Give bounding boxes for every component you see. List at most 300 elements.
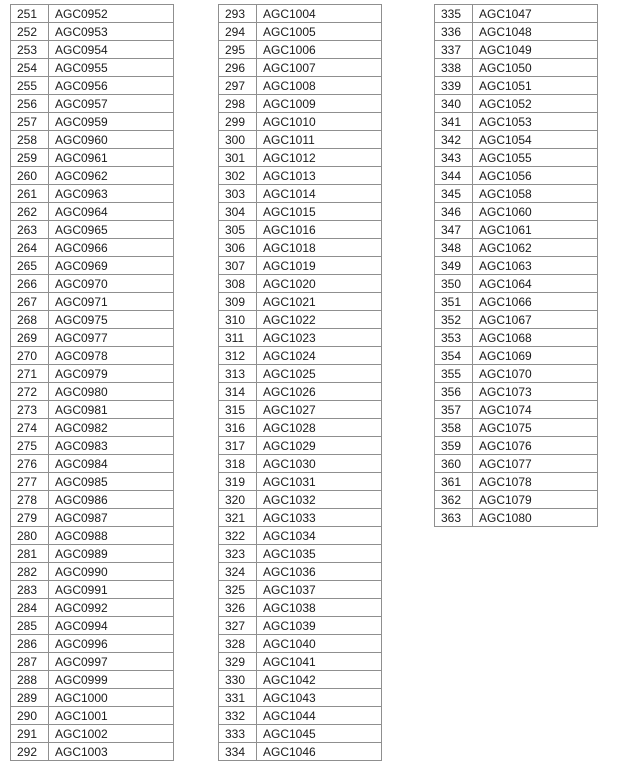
row-number-cell: 362 — [435, 491, 473, 509]
table-row — [435, 95, 598, 113]
table-row — [435, 5, 598, 23]
row-number-cell: 289 — [11, 689, 49, 707]
row-number-cell: 318 — [219, 455, 257, 473]
code-cell: AGC1052 — [473, 95, 598, 113]
code-cell: AGC1040 — [257, 635, 382, 653]
row-number-cell: 309 — [219, 293, 257, 311]
code-cell: AGC1045 — [257, 725, 382, 743]
table-row — [435, 437, 598, 455]
code-cell: AGC0994 — [49, 617, 174, 635]
row-number-cell: 349 — [435, 257, 473, 275]
row-number-cell: 296 — [219, 59, 257, 77]
table-row — [435, 149, 598, 167]
table-row — [219, 707, 382, 725]
code-cell: AGC0997 — [49, 653, 174, 671]
row-number-cell: 276 — [11, 455, 49, 473]
row-number-cell: 305 — [219, 221, 257, 239]
table-row — [219, 509, 382, 527]
table-row — [11, 491, 174, 509]
table-row — [11, 671, 174, 689]
code-cell: AGC0988 — [49, 527, 174, 545]
row-number-cell: 308 — [219, 275, 257, 293]
table-row — [11, 347, 174, 365]
code-cell: AGC1073 — [473, 383, 598, 401]
code-cell: AGC0983 — [49, 437, 174, 455]
table-row — [219, 545, 382, 563]
code-cell: AGC1067 — [473, 311, 598, 329]
code-cell: AGC0966 — [49, 239, 174, 257]
row-number-cell: 316 — [219, 419, 257, 437]
table-row — [219, 113, 382, 131]
row-number-cell: 287 — [11, 653, 49, 671]
code-cell: AGC1008 — [257, 77, 382, 95]
row-number-cell: 285 — [11, 617, 49, 635]
table-row — [435, 23, 598, 41]
table-row — [435, 185, 598, 203]
code-cell: AGC1063 — [473, 257, 598, 275]
code-cell: AGC1041 — [257, 653, 382, 671]
table-row — [219, 257, 382, 275]
row-number-cell: 293 — [219, 5, 257, 23]
table-row — [219, 689, 382, 707]
code-cell: AGC1068 — [473, 329, 598, 347]
table-row — [219, 401, 382, 419]
table-row — [11, 95, 174, 113]
row-number-cell: 319 — [219, 473, 257, 491]
row-number-cell: 334 — [219, 743, 257, 761]
code-cell: AGC1061 — [473, 221, 598, 239]
code-cell: AGC1012 — [257, 149, 382, 167]
row-number-cell: 258 — [11, 131, 49, 149]
row-number-cell: 359 — [435, 437, 473, 455]
code-cell: AGC1036 — [257, 563, 382, 581]
row-number-cell: 335 — [435, 5, 473, 23]
row-number-cell: 344 — [435, 167, 473, 185]
code-cell: AGC1056 — [473, 167, 598, 185]
table-row — [219, 77, 382, 95]
row-number-cell: 314 — [219, 383, 257, 401]
code-cell: AGC1013 — [257, 167, 382, 185]
table-row — [11, 509, 174, 527]
table-row — [435, 275, 598, 293]
table-row — [11, 221, 174, 239]
code-cell: AGC1007 — [257, 59, 382, 77]
code-cell: AGC1006 — [257, 41, 382, 59]
row-number-cell: 311 — [219, 329, 257, 347]
table-row — [11, 329, 174, 347]
code-cell: AGC0999 — [49, 671, 174, 689]
code-cell: AGC1044 — [257, 707, 382, 725]
row-number-cell: 345 — [435, 185, 473, 203]
row-number-cell: 321 — [219, 509, 257, 527]
code-cell: AGC1080 — [473, 509, 598, 527]
row-number-cell: 283 — [11, 581, 49, 599]
table-row — [11, 725, 174, 743]
row-number-cell: 275 — [11, 437, 49, 455]
table-row — [11, 617, 174, 635]
row-number-cell: 340 — [435, 95, 473, 113]
table-row — [11, 581, 174, 599]
table-row — [435, 365, 598, 383]
code-cell: AGC1043 — [257, 689, 382, 707]
code-cell: AGC1051 — [473, 77, 598, 95]
table-row — [11, 149, 174, 167]
code-cell: AGC1048 — [473, 23, 598, 41]
code-cell: AGC1049 — [473, 41, 598, 59]
code-cell: AGC0986 — [49, 491, 174, 509]
code-cell: AGC1078 — [473, 473, 598, 491]
code-cell: AGC1030 — [257, 455, 382, 473]
row-number-cell: 272 — [11, 383, 49, 401]
code-cell: AGC0971 — [49, 293, 174, 311]
code-cell: AGC1004 — [257, 5, 382, 23]
row-number-cell: 284 — [11, 599, 49, 617]
table-row — [11, 545, 174, 563]
table-row — [11, 275, 174, 293]
row-number-cell: 273 — [11, 401, 49, 419]
table-row — [219, 383, 382, 401]
code-cell: AGC1038 — [257, 599, 382, 617]
table-row — [435, 41, 598, 59]
row-number-cell: 251 — [11, 5, 49, 23]
table-row — [219, 329, 382, 347]
row-number-cell: 263 — [11, 221, 49, 239]
row-number-cell: 307 — [219, 257, 257, 275]
table-row — [435, 401, 598, 419]
table-row — [11, 383, 174, 401]
code-cell: AGC1076 — [473, 437, 598, 455]
table-row — [435, 311, 598, 329]
table-row — [435, 113, 598, 131]
row-number-cell: 354 — [435, 347, 473, 365]
row-number-cell: 331 — [219, 689, 257, 707]
row-number-cell: 264 — [11, 239, 49, 257]
row-number-cell: 338 — [435, 59, 473, 77]
row-number-cell: 352 — [435, 311, 473, 329]
row-number-cell: 358 — [435, 419, 473, 437]
code-cell: AGC1070 — [473, 365, 598, 383]
table-row — [219, 671, 382, 689]
row-number-cell: 282 — [11, 563, 49, 581]
table-row — [435, 419, 598, 437]
code-cell: AGC1024 — [257, 347, 382, 365]
code-table-2 — [218, 4, 382, 761]
code-cell: AGC1077 — [473, 455, 598, 473]
code-cell: AGC0965 — [49, 221, 174, 239]
row-number-cell: 268 — [11, 311, 49, 329]
code-cell: AGC1053 — [473, 113, 598, 131]
row-number-cell: 294 — [219, 23, 257, 41]
code-cell: AGC1023 — [257, 329, 382, 347]
table-row — [11, 23, 174, 41]
code-cell: AGC1039 — [257, 617, 382, 635]
table-row — [11, 203, 174, 221]
code-cell: AGC0969 — [49, 257, 174, 275]
code-cell: AGC1047 — [473, 5, 598, 23]
code-cell: AGC1054 — [473, 131, 598, 149]
table-row — [219, 293, 382, 311]
row-number-cell: 253 — [11, 41, 49, 59]
code-cell: AGC1037 — [257, 581, 382, 599]
code-cell: AGC1055 — [473, 149, 598, 167]
row-number-cell: 337 — [435, 41, 473, 59]
table-row — [219, 563, 382, 581]
table-row — [11, 527, 174, 545]
row-number-cell: 274 — [11, 419, 49, 437]
table-row — [219, 617, 382, 635]
code-cell: AGC1021 — [257, 293, 382, 311]
table-row — [219, 599, 382, 617]
code-cell: AGC1010 — [257, 113, 382, 131]
code-cell: AGC1032 — [257, 491, 382, 509]
table-row — [219, 491, 382, 509]
code-cell: AGC1042 — [257, 671, 382, 689]
row-number-cell: 269 — [11, 329, 49, 347]
row-number-cell: 286 — [11, 635, 49, 653]
table-row — [435, 329, 598, 347]
code-cell: AGC1074 — [473, 401, 598, 419]
table-row — [11, 743, 174, 761]
row-number-cell: 300 — [219, 131, 257, 149]
code-cell: AGC1022 — [257, 311, 382, 329]
row-number-cell: 330 — [219, 671, 257, 689]
code-cell: AGC1064 — [473, 275, 598, 293]
table-row — [219, 23, 382, 41]
table-row — [219, 581, 382, 599]
table-row — [11, 473, 174, 491]
code-cell: AGC0987 — [49, 509, 174, 527]
row-number-cell: 270 — [11, 347, 49, 365]
code-cell: AGC0957 — [49, 95, 174, 113]
row-number-cell: 312 — [219, 347, 257, 365]
code-cell: AGC1014 — [257, 185, 382, 203]
code-cell: AGC0953 — [49, 23, 174, 41]
table-row — [11, 689, 174, 707]
row-number-cell: 351 — [435, 293, 473, 311]
code-cell: AGC0981 — [49, 401, 174, 419]
table-row — [219, 365, 382, 383]
table-row — [219, 473, 382, 491]
code-cell: AGC0979 — [49, 365, 174, 383]
code-cell: AGC0978 — [49, 347, 174, 365]
code-cell: AGC0990 — [49, 563, 174, 581]
row-number-cell: 356 — [435, 383, 473, 401]
table-row — [11, 257, 174, 275]
code-cell: AGC0984 — [49, 455, 174, 473]
code-cell: AGC0992 — [49, 599, 174, 617]
code-cell: AGC1069 — [473, 347, 598, 365]
code-cell: AGC0954 — [49, 41, 174, 59]
row-number-cell: 317 — [219, 437, 257, 455]
table-row — [11, 455, 174, 473]
row-number-cell: 346 — [435, 203, 473, 221]
table-row — [11, 365, 174, 383]
row-number-cell: 348 — [435, 239, 473, 257]
row-number-cell: 252 — [11, 23, 49, 41]
code-cell: AGC0985 — [49, 473, 174, 491]
table-row — [11, 401, 174, 419]
code-cell: AGC1001 — [49, 707, 174, 725]
row-number-cell: 323 — [219, 545, 257, 563]
code-cell: AGC1031 — [257, 473, 382, 491]
table-row — [435, 473, 598, 491]
code-cell: AGC1060 — [473, 203, 598, 221]
table-row — [435, 383, 598, 401]
code-cell: AGC0961 — [49, 149, 174, 167]
row-number-cell: 332 — [219, 707, 257, 725]
row-number-cell: 288 — [11, 671, 49, 689]
code-cell: AGC1066 — [473, 293, 598, 311]
row-number-cell: 261 — [11, 185, 49, 203]
row-number-cell: 353 — [435, 329, 473, 347]
code-cell: AGC1062 — [473, 239, 598, 257]
code-cell: AGC0989 — [49, 545, 174, 563]
code-cell: AGC1026 — [257, 383, 382, 401]
table-row — [11, 311, 174, 329]
row-number-cell: 291 — [11, 725, 49, 743]
row-number-cell: 347 — [435, 221, 473, 239]
table-row — [11, 77, 174, 95]
code-cell: AGC1027 — [257, 401, 382, 419]
row-number-cell: 357 — [435, 401, 473, 419]
code-cell: AGC1079 — [473, 491, 598, 509]
code-cell: AGC0970 — [49, 275, 174, 293]
code-cell: AGC1000 — [49, 689, 174, 707]
row-number-cell: 277 — [11, 473, 49, 491]
row-number-cell: 271 — [11, 365, 49, 383]
row-number-cell: 350 — [435, 275, 473, 293]
table-row — [219, 743, 382, 761]
row-number-cell: 266 — [11, 275, 49, 293]
row-number-cell: 324 — [219, 563, 257, 581]
code-cell: AGC1020 — [257, 275, 382, 293]
code-cell: AGC0955 — [49, 59, 174, 77]
row-number-cell: 326 — [219, 599, 257, 617]
code-table-3 — [434, 4, 598, 527]
row-number-cell: 322 — [219, 527, 257, 545]
table-row — [219, 527, 382, 545]
row-number-cell: 325 — [219, 581, 257, 599]
code-cell: AGC0980 — [49, 383, 174, 401]
code-cell: AGC1028 — [257, 419, 382, 437]
row-number-cell: 320 — [219, 491, 257, 509]
code-cell: AGC1050 — [473, 59, 598, 77]
row-number-cell: 310 — [219, 311, 257, 329]
table-row — [219, 437, 382, 455]
table-row — [435, 293, 598, 311]
table-row — [11, 653, 174, 671]
table-row — [11, 167, 174, 185]
row-number-cell: 260 — [11, 167, 49, 185]
table-row — [11, 707, 174, 725]
table-row — [219, 419, 382, 437]
code-cell: AGC1046 — [257, 743, 382, 761]
table-row — [219, 635, 382, 653]
table-row — [435, 509, 598, 527]
row-number-cell: 327 — [219, 617, 257, 635]
code-cell: AGC0975 — [49, 311, 174, 329]
code-cell: AGC0952 — [49, 5, 174, 23]
row-number-cell: 281 — [11, 545, 49, 563]
table-row — [11, 437, 174, 455]
row-number-cell: 342 — [435, 131, 473, 149]
row-number-cell: 328 — [219, 635, 257, 653]
table-row — [11, 5, 174, 23]
code-cell: AGC0956 — [49, 77, 174, 95]
row-number-cell: 298 — [219, 95, 257, 113]
row-number-cell: 254 — [11, 59, 49, 77]
row-number-cell: 279 — [11, 509, 49, 527]
table-row — [435, 491, 598, 509]
row-number-cell: 306 — [219, 239, 257, 257]
code-cell: AGC0959 — [49, 113, 174, 131]
table-row — [11, 635, 174, 653]
row-number-cell: 329 — [219, 653, 257, 671]
row-number-cell: 257 — [11, 113, 49, 131]
row-number-cell: 360 — [435, 455, 473, 473]
table-row — [11, 599, 174, 617]
table-row — [435, 257, 598, 275]
table-row — [435, 131, 598, 149]
table-row — [219, 149, 382, 167]
row-number-cell: 259 — [11, 149, 49, 167]
code-cell: AGC1075 — [473, 419, 598, 437]
row-number-cell: 341 — [435, 113, 473, 131]
row-number-cell: 265 — [11, 257, 49, 275]
code-cell: AGC1016 — [257, 221, 382, 239]
table-row — [219, 311, 382, 329]
table-row — [219, 725, 382, 743]
table-row — [219, 455, 382, 473]
table-row — [435, 347, 598, 365]
code-cell: AGC0982 — [49, 419, 174, 437]
table-row — [219, 203, 382, 221]
row-number-cell: 278 — [11, 491, 49, 509]
code-cell: AGC1029 — [257, 437, 382, 455]
table-row — [11, 563, 174, 581]
row-number-cell: 302 — [219, 167, 257, 185]
table-row — [219, 239, 382, 257]
row-number-cell: 299 — [219, 113, 257, 131]
table-row — [11, 41, 174, 59]
row-number-cell: 313 — [219, 365, 257, 383]
code-cell: AGC1018 — [257, 239, 382, 257]
table-row — [435, 77, 598, 95]
table-row — [219, 41, 382, 59]
row-number-cell: 343 — [435, 149, 473, 167]
table-row — [435, 221, 598, 239]
table-row — [219, 653, 382, 671]
code-cell: AGC1009 — [257, 95, 382, 113]
code-cell: AGC1034 — [257, 527, 382, 545]
table-row — [219, 95, 382, 113]
row-number-cell: 336 — [435, 23, 473, 41]
row-number-cell: 301 — [219, 149, 257, 167]
table-row — [219, 347, 382, 365]
row-number-cell: 295 — [219, 41, 257, 59]
table-row — [11, 419, 174, 437]
row-number-cell: 303 — [219, 185, 257, 203]
table-row — [11, 293, 174, 311]
table-row — [435, 455, 598, 473]
table-row — [219, 131, 382, 149]
code-cell: AGC1025 — [257, 365, 382, 383]
row-number-cell: 333 — [219, 725, 257, 743]
row-number-cell: 267 — [11, 293, 49, 311]
row-number-cell: 290 — [11, 707, 49, 725]
code-cell: AGC0960 — [49, 131, 174, 149]
table-row — [11, 185, 174, 203]
